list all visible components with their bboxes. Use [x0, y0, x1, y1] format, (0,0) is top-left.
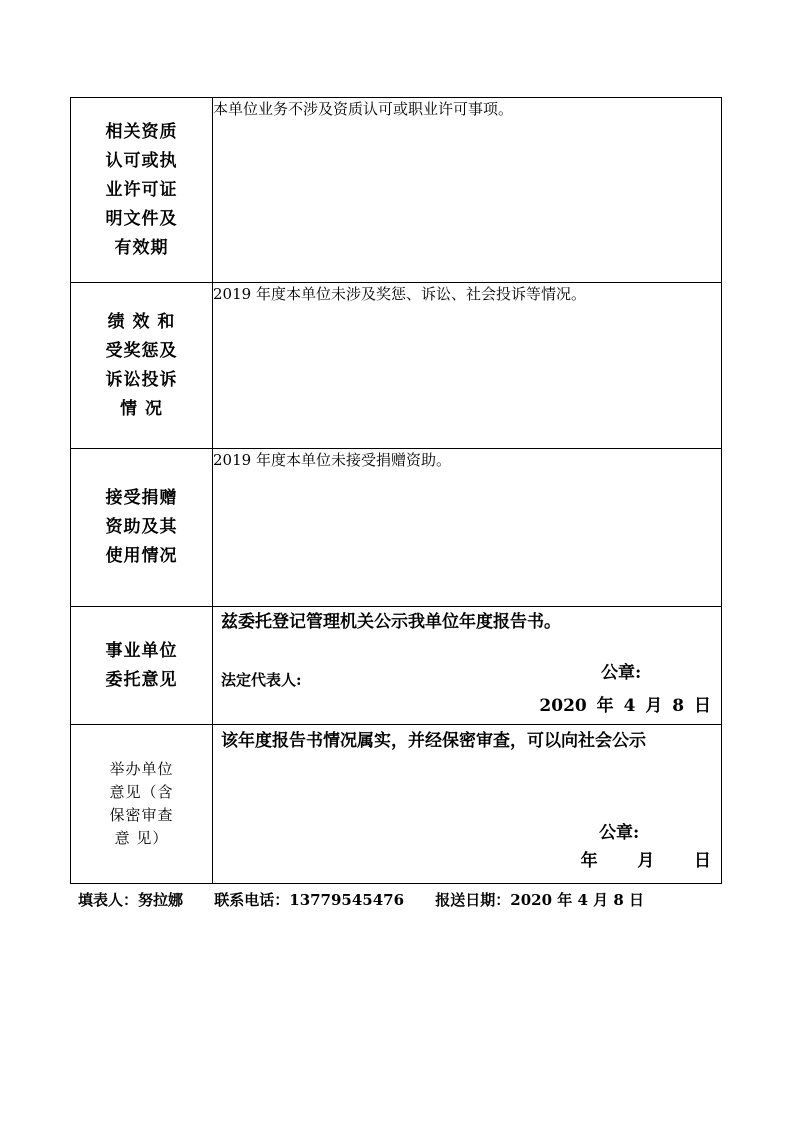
- sponsor-cell: [213, 725, 721, 883]
- row-content-performance: [213, 283, 722, 449]
- form-footer: [78, 889, 670, 910]
- row-label-performance: [71, 283, 213, 449]
- label-text: 绩 效 和 受奖惩及 诉讼投诉 情 况: [105, 311, 178, 419]
- table-row-donations: [71, 449, 722, 607]
- row-content-donations: [213, 449, 722, 607]
- table-row-qualification: [71, 98, 722, 283]
- filler-info: 填表人：努拉娜: [78, 891, 184, 909]
- row-content-entrust: [213, 607, 722, 725]
- label-text: 相关资质 认可或执 业许可证 明文件及 有效期: [105, 121, 178, 258]
- row-content-sponsor-opinion: [213, 725, 722, 884]
- entrust-cell: [213, 607, 721, 724]
- table-row-performance: [71, 283, 722, 449]
- content-text: 2019 年度本单位未接受捐赠资助。: [213, 451, 451, 469]
- row-label-sponsor-opinion: [71, 725, 213, 884]
- entrust-statement: 兹委托登记管理机关公示我单位年度报告书。: [221, 612, 561, 632]
- label-text: 接受捐赠 资助及其 使用情况: [105, 488, 178, 566]
- phone-info: 联系电话：13779545476: [214, 891, 405, 909]
- label-text: 事业单位 委托意见: [105, 640, 178, 690]
- row-label-entrust: [71, 607, 213, 725]
- report-date-info: 报送日期：2020 年 4 月 8 日: [435, 891, 645, 909]
- table-row-entrust: [71, 607, 722, 725]
- table-row-sponsor-opinion: [71, 725, 722, 884]
- row-label-donations: [71, 449, 213, 607]
- report-table: [70, 97, 722, 884]
- representative-label: 法定代表人:: [221, 671, 302, 689]
- row-content-qualification: [213, 98, 722, 283]
- sponsor-statement: 该年度报告书情况属实，并经保密审查，可以向社会公示: [221, 731, 646, 751]
- sponsor-date: 年 月 日: [580, 851, 711, 871]
- seal-label: 公章:: [599, 823, 640, 843]
- content-text: 本单位业务不涉及资质认可或职业许可事项。: [213, 100, 514, 118]
- row-label-qualification: [71, 98, 213, 283]
- label-text: 举办单位 意见（含 保密审查 意 见）: [109, 760, 174, 847]
- content-text: 2019 年度本单位未涉及奖惩、诉讼、社会投诉等情况。: [213, 285, 586, 303]
- seal-label: 公章:: [601, 663, 642, 683]
- entrust-date: 2020 年 4 月 8 日: [539, 696, 711, 716]
